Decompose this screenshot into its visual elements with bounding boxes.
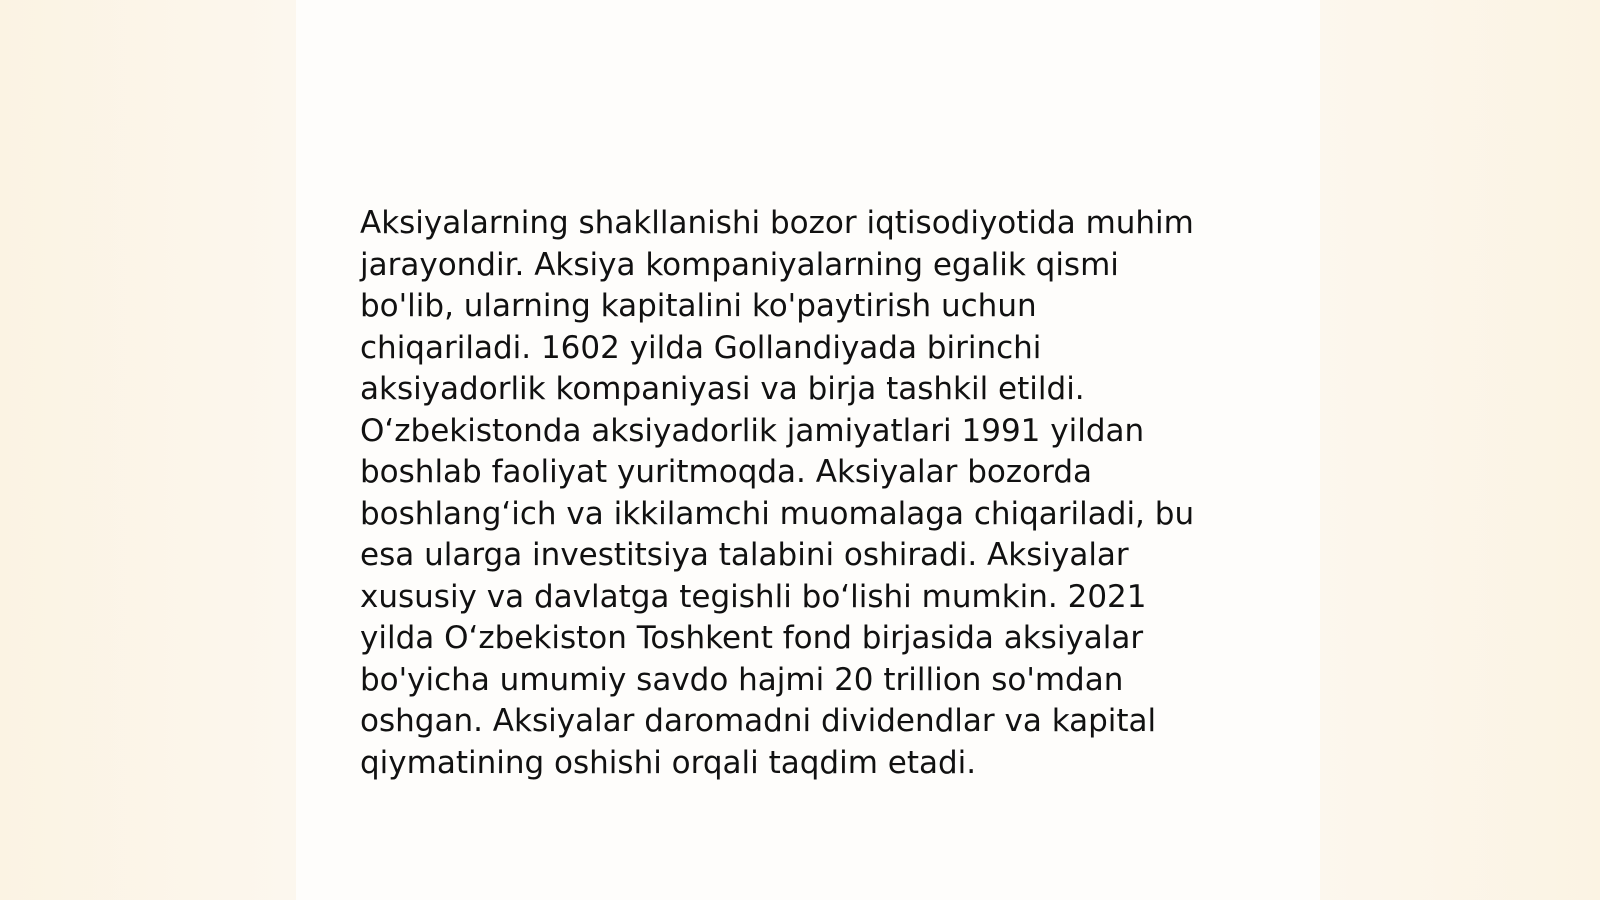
- slide-page: [296, 0, 1320, 900]
- slide-body-text: Aksiyalarning shakllanishi bozor iqtisodiyotida muhim jarayondir. Aksiya kompaniyalarning egalik qismi bo'lib, ularning kapitalini ko'paytirish uchun chiqariladi. 1602 yilda Gollandiyada birinchi aksiyadorlik kompaniyasi va birja tashkil etildi. O‘zbekistonda aksiyadorlik jamiyatlari 1991 yildan boshlab faoliyat yuritmoqda. Aksiyalar bozorda boshlang‘ich va ikkilamchi muomalaga chiqariladi, bu esa ularga investitsiya talabini oshiradi. Aksiyalar xususiy va davlatga tegishli bo‘lishi mumkin. 2021 yilda O‘zbekiston Toshkent fond birjasida aksiyalar bo'yicha umumiy savdo hajmi 20 trillion so'mdan oshgan. Aksiyalar daromadni dividendlar va kapital qiymatining oshishi orqali taqdim etadi.: [360, 205, 1195, 781]
